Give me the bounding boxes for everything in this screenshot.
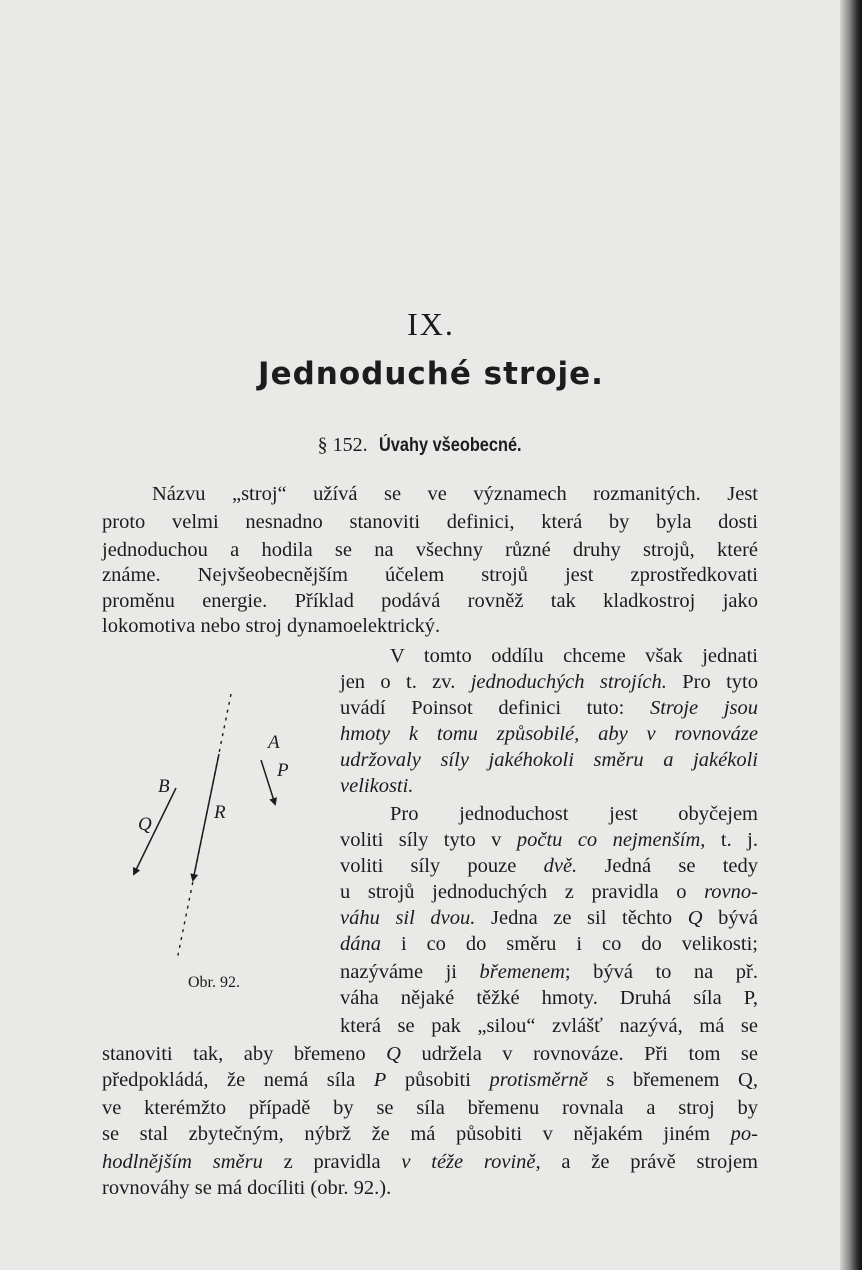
- paragraph1-line: Názvu „stroj“ užívá se ve významech rozmanitých. Jest: [152, 483, 758, 505]
- paragraph3-line: předpokládá, že nemá síla P působiti protisměrně s břemenem Q,: [102, 1069, 758, 1091]
- paragraph3-line: Pro jednoduchost jest obyčejem: [390, 803, 758, 825]
- paragraph3-line: rovnováhy se má docíliti (obr. 92.).: [102, 1177, 392, 1199]
- paragraph3-line: váha nějaké těžké hmoty. Druhá síla P,: [340, 987, 758, 1009]
- paragraph3-line: váhu sil dvou. Jedna ze sil těchto Q bývá: [340, 907, 758, 929]
- paragraph3-line: dána i co do směru i co do velikosti;: [340, 933, 758, 955]
- label-r: R: [214, 802, 226, 823]
- section-number: § 152.: [317, 434, 368, 456]
- page-edge-shadow: [840, 0, 862, 1270]
- label-q: Q: [138, 814, 152, 835]
- paragraph3-line: se stal zbytečným, nýbrž že má působiti v nějakém jiném po-: [102, 1123, 758, 1145]
- paragraph3-line: voliti síly pouze dvě. Jedná se tedy: [340, 855, 758, 877]
- label-a: A: [268, 732, 280, 753]
- paragraph3-line: nazýváme ji břemenem; bývá to na př.: [340, 961, 758, 983]
- paragraph2-line: uvádí Poinsot definici tuto: Stroje jsou: [340, 697, 758, 719]
- label-b: B: [158, 776, 170, 797]
- paragraph3-line: u strojů jednoduchých z pravidla o rovno-: [340, 881, 758, 903]
- paragraph3-line: voliti síly tyto v počtu co nejmenším, t. j.: [340, 829, 758, 851]
- paragraph3-line: stanoviti tak, aby břemeno Q udržela v rovnováze. Při tom se: [102, 1043, 758, 1065]
- paragraph2-line: V tomto oddílu chceme však jednati: [390, 645, 758, 667]
- paragraph3-line: která se pak „silou“ zvlášť nazývá, má se: [340, 1015, 758, 1037]
- section-title: Úvahy všeobecné.: [378, 435, 522, 456]
- force-diagram: [120, 688, 300, 998]
- paragraph1-line: jednoduchou a hodila se na všechny různé druhy strojů, které: [102, 539, 758, 561]
- section-heading: [0, 434, 862, 457]
- chapter-title: Jednoduché stroje.: [258, 356, 604, 392]
- label-p: P: [277, 760, 289, 781]
- paragraph1-line: proto velmi nesnadno stanoviti definici, která by byla dosti: [102, 511, 758, 533]
- paragraph3-line: ve kterémžto případě by se síla břemenu rovnala a stroj by: [102, 1097, 758, 1119]
- paragraph1-line: známe. Nejvšeobecnějším účelem strojů jest zprostředkovati: [102, 564, 758, 586]
- paragraph1-line: proměnu energie. Příklad podává rovněž tak kladkostroj jako: [102, 590, 758, 612]
- paragraph2-line: hmoty k tomu způsobilé, aby v rovnováze: [340, 723, 758, 745]
- paragraph2-line: udržovaly síly jakéhokoli směru a jakékoli: [340, 749, 758, 771]
- paragraph2-line: velikosti.: [340, 775, 414, 797]
- force-p-arrow: [261, 760, 275, 804]
- figure-caption: Obr. 92.: [188, 974, 240, 991]
- paragraph3-line: hodlnějším směru z pravidla v téže rovině, a že právě strojem: [102, 1151, 759, 1173]
- chapter-number: IX.: [407, 306, 455, 342]
- paragraph2-line: jen o t. zv. jednoduchých strojích. Pro tyto: [340, 671, 758, 693]
- paragraph1-line: lokomotiva nebo stroj dynamoelektrický.: [102, 615, 441, 637]
